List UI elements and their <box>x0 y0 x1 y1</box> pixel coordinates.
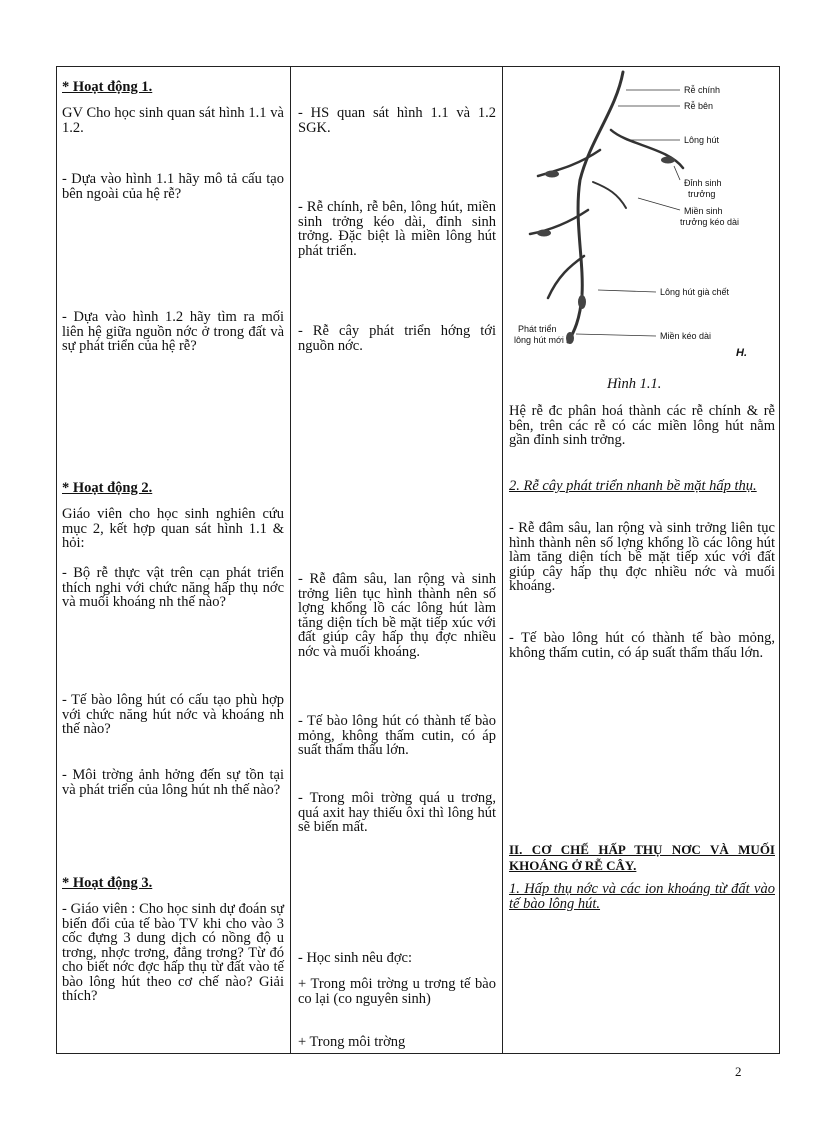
col1-question-3: - Bộ rễ thực vật trên cạn phát triển thích nghi với chức năng hấp thụ nớc và muối khoáng nh thế nào? <box>62 565 284 610</box>
root-tip-2 <box>537 230 551 237</box>
col2-answer-4: - Rễ đâm sâu, lan rộng và sinh trởng liên tục hình thành nên số lợng khổng lồ các lông hút làm tăng diện tích bề mặt tiếp xúc với đất giúp cây hấp thụ đợc nhiều nớc và muối khoáng. <box>298 571 496 660</box>
col1-question-2: - Dựa vào hình 1.2 hãy tìm ra mối liên hệ giữa nguồn nớc ở trong đất và sự phát triển của hệ rễ? <box>62 309 284 354</box>
lateral-root-5 <box>593 182 626 208</box>
figure-caption: Hình 1.1. <box>607 376 662 392</box>
col3-section-2-heading: 2. Rễ cây phát triển nhanh bề mặt hấp thụ. <box>509 478 757 494</box>
col3-section-1-heading: 1. Hấp thụ nớc và các ion khoáng từ đất vào tế bào lông hút. <box>509 881 775 912</box>
col1-activity-2-intro: Giáo viên cho học sinh nghiên cứu mục 2, kết hợp quan sát hình 1.1 & hỏi: <box>62 506 284 551</box>
col2-answer-7: - Học sinh nêu đợc: <box>298 950 412 966</box>
label-long-hut: Lông hút <box>684 135 720 145</box>
label-re-ben: Rễ bên <box>684 101 714 111</box>
col2-answer-8: + Trong môi trờng u trơng tế bào co lại (co nguyên sinh) <box>298 976 496 1007</box>
label-dinh-sinh-truong-1: Đỉnh sinh <box>684 178 722 188</box>
root-tip-5 <box>566 332 574 344</box>
label-mien-sinh-truong-2: trưởng kéo dài <box>680 217 739 227</box>
activity-2-heading: * Hoạt động 2. <box>62 480 153 496</box>
column-divider-2 <box>502 66 503 1054</box>
main-root <box>568 72 623 342</box>
label-phat-trien-2: lông hút mới <box>514 335 564 345</box>
label-dinh-sinh-truong-2: trưởng <box>688 189 716 199</box>
col2-answer-6: - Trong môi trờng quá u trơng, quá axit hay thiếu ôxi thì lông hút sẽ biến mất. <box>298 790 496 835</box>
label-long-hut-gia-chet: Lông hút già chết <box>660 287 730 297</box>
col2-answer-2: - Rễ chính, rễ bên, lông hút, miền sinh trởng kéo dài, đỉnh sinh trởng. Đặc biệt là miền lông hút phát triển. <box>298 199 496 259</box>
root-tip-1 <box>545 171 559 178</box>
label-mien-sinh-truong-1: Miền sinh <box>684 206 723 216</box>
activity-3-heading: * Hoạt động 3. <box>62 875 153 891</box>
page-number: 2 <box>735 1064 742 1079</box>
col2-answer-5: - Tế bào lông hút có thành tế bào mỏng, không thấm cutin, có áp suất thẩm thấu lớn. <box>298 713 496 758</box>
col3-summary-3: - Tế bào lông hút có thành tế bào mỏng, không thấm cutin, có áp suất thẩm thấu lớn. <box>509 630 775 661</box>
label-phat-trien-1: Phát triển <box>518 324 557 334</box>
label-corner-h: H. <box>736 347 747 359</box>
lateral-root-4 <box>548 256 584 298</box>
column-divider-1 <box>290 66 291 1054</box>
root-tip-4 <box>578 295 586 309</box>
label-re-chinh: Rễ chính <box>684 85 721 95</box>
col1-question-4: - Tế bào lông hút có cấu tạo phù hợp với chức năng hút nớc và khoáng nh thế nào? <box>62 692 284 737</box>
col1-question-6: - Giáo viên : Cho học sinh dự đoán sự biến đổi của tế bào TV khi cho vào 3 cốc đựng 3 dung dịch có nồng độ u trơng, nhợc trơng, đẳng trơng? Từ đó cho biết nớc đợc hấp thụ từ đất vào tế bào lông hút theo cơ chế nào? Giải thích? <box>62 901 284 1004</box>
col2-answer-9: + Trong môi trờng <box>298 1034 406 1050</box>
root-tip-3 <box>661 157 675 164</box>
col1-question-5: - Môi trờng ảnh hởng đến sự tồn tại và phát triển của lông hút nh thế nào? <box>62 767 284 798</box>
col1-question-1: - Dựa vào hình 1.1 hãy mô tả cấu tạo bên ngoài của hệ rễ? <box>62 171 284 202</box>
label-mien-keo-dai: Miền kéo dài <box>660 331 712 341</box>
col1-intro: GV Cho học sinh quan sát hình 1.1 và 1.2. <box>62 105 284 136</box>
col3-summary-1: Hệ rễ đc phân hoá thành các rễ chính & rễ bên, trên các rễ có các miền lông hút nằm gần đỉnh sinh trởng. <box>509 403 775 448</box>
col2-answer-3: - Rễ cây phát triển hớng tới nguồn nớc. <box>298 323 496 354</box>
col2-answer-1: - HS quan sát hình 1.1 và 1.2 SGK. <box>298 105 496 136</box>
root-system-figure <box>508 70 776 370</box>
activity-1-heading: * Hoạt động 1. <box>62 79 153 95</box>
col3-summary-2: - Rễ đâm sâu, lan rộng và sinh trởng liên tục hình thành nên số lợng khổng lồ các lông hút làm tăng diện tích bề mặt tiếp xúc với đất giúp cây hấp thụ đợc nhiều nớc và muối khoáng. <box>509 520 775 594</box>
col3-section-ii-heading: II. CƠ CHẾ HẤP THỤ NƠC VÀ MUỐI KHOÁNG Ở RỄ CÂY. <box>509 842 775 873</box>
